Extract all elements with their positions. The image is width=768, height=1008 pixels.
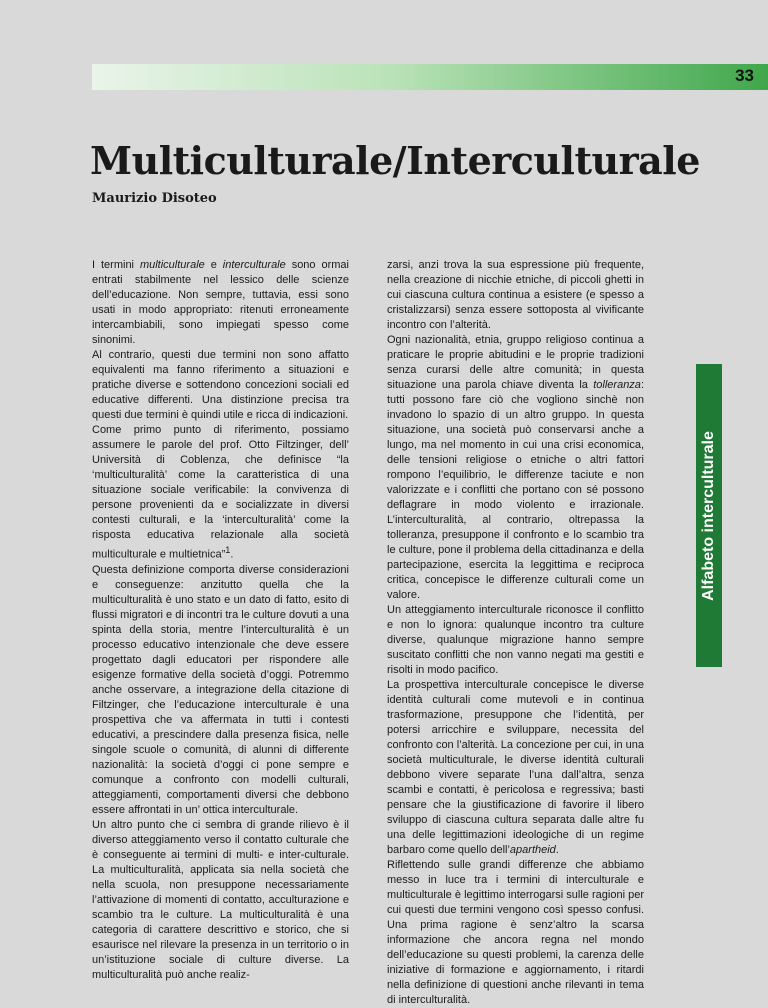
left-column [92, 258, 349, 983]
paragraph: La prospettiva interculturale concepisce le diverse identità culturali come mutevoli e in continua trasformazione, presuppone che l’identità, per potersi arricchire e sviluppare, necessita del confronto con l’alterità. La concezione per cui, in una società multiculturale, le diverse identità culturali debbono vivere separate l’una dall’altra, senza scambi e contatti, è pericolosa e regressiva; basti pensare che la giustificazione di favorire il libero sviluppo di ciascuna cultura separata dalle altre fu una delle legittimazioni ideologiche di un regime barbaro come quello dell’apartheid. [387, 679, 644, 856]
term-apartheid: apartheid [509, 844, 556, 856]
paragraph: Riflettendo sulle grandi differenze che abbiamo messo in luce tra i termini di interculturale e multiculturale è legittimo interrogarsi sulle ragioni per cui questi due termini vengono così spesso confusi. Una prima ragione è senz’altro la scarsa informazione che ancora regna nel mondo dell’educazione su questi problemi, la carenza delle iniziative di formazione e aggiornamento, i ritardi nella definizione di questioni anche rilevanti in tema di interculturalità. [387, 859, 644, 1006]
term-tolleranza: tolleranza [593, 379, 641, 391]
term-interculturale: interculturale [222, 259, 286, 271]
paragraph: Come primo punto di riferimento, possiamo assumere le parole del prof. Otto Filtzinger, dell’ Università di Coblenza, che definisce “la ‘multiculturalità’ come la caratteristica di una situazione sociale verificabile: la convivenza di persone provenienti da e socializzate in diversi contesti culturali, e la ‘interculturalità’ come la risposta educativa relazionale alla società multiculturale e multietnica”$^1$. [92, 424, 349, 561]
paragraph: Un atteggiamento interculturale riconosce il conflitto e non lo ignora: qualunque incontro tra culture diverse, qualunque migrazione hanno sempre suscitato conflitti che non vanno negati ma gestiti e risolti in modo pacifico. [387, 604, 644, 676]
term-multiculturale: multiculturale [139, 259, 205, 271]
paragraph: Questa definizione comporta diverse considerazioni e conseguenze: anzitutto quella che la multiculturalità è uno stato e un dato di fatto, esito di flussi migratori e di incontri tra le culture dovuti a una spinta della storia, mentre l’interculturalità è un processo educativo intenzionale che deve essere progettato dagli educatori per rispondere alle esigenze formative della società d’oggi. Potremmo anche osservare, a integrazione della citazione di Filtzinger, che l’educazione interculturale è una prospettiva che va affermata in tutti i contesti educativi, a prescindere dalla presenza fisica, nelle singole scuole o comunità, di alunni di differente nazionalità: la società d’oggi ci pone sempre e comunque a confronto con modelli culturali, atteggiamenti, comportamenti diversi che debbono essere affrontati in un’ ottica interculturale. [92, 563, 349, 816]
header-band [92, 64, 768, 90]
section-sidebar [696, 364, 722, 667]
right-column [387, 258, 644, 1008]
footnote-marker: 1 [225, 545, 231, 555]
paragraph: I termini multiculturale e interculturale sono ormai entrati stabilmente nel lessico delle scienze dell’educazione. Non sempre, tuttavia, essi sono usati in modo appropriato: ritenuti erroneamente intercambiabili, sono impiegati spesso come sinonimi. [92, 259, 349, 346]
paragraph: Al contrario, questi due termini non sono affatto equivalenti ma fanno riferimento a situazioni e pratiche diverse e sottendono concezioni sociali ed educative differenti. Una distinzione precisa tra questi due termini è quindi utile e ricca di indicazioni. [92, 349, 349, 421]
page-number: 33 [735, 66, 754, 85]
article-author: Maurizio Disoteo [92, 191, 217, 206]
paragraph: Un altro punto che ci sembra di grande rilievo è il diverso atteggiamento verso il contatto culturale che è conseguente ai termini di multi- e inter-culturale. La multiculturalità, applicata sia nella società che nella scuola, non presuppone necessariamente l’attivazione di momenti di contatto, acculturazione e scambio tra le culture. La multiculturalità è una categoria di carattere descrittivo e storico, che si esaurisce nel rilevare la presenza in un territorio o in un’istituzione sociale di culture diverse. La multiculturalità può anche realiz- [92, 818, 349, 981]
article-title: Multiculturale/Interculturale [90, 138, 700, 183]
paragraph: zarsi, anzi trova la sua espressione più frequente, nella creazione di nicchie etniche, di piccoli ghetti in cui ciascuna cultura continua a esistere (e spesso a cristalizzarsi) senza essere sottoposta al vivificante incontro con l’alterità. Ogni nazionalità, etnia, gruppo religioso continua a praticare le proprie abitudini e le proprie tradizioni senza curarsi delle altre comunità; in questa situazione una parola chiave diventa la tolleranza: tutti possono fare ciò che vogliono sinchè non invadono lo spazio di un altro gruppo. In questa situazione, una società può conservarsi anche a lungo, ma nel momento in cui una crisi economica, delle tensioni religiose o etniche o altri fattori rompono l’equilibrio, le differenze taciute e non valorizzate e i conflitti che portano con sé possono deflagrare in modo violento e irrazionale. L’interculturalità, al contrario, oltrepassa la tolleranza, presuppone il confronto e lo scambio tra le culture, pone il problema della cittadinanza e della partecipazione, esercita la leggittima e reciproca critica, concepisce le differenze culturali come un valore. [387, 259, 644, 601]
section-label: Alfabeto interculturale [700, 430, 717, 601]
